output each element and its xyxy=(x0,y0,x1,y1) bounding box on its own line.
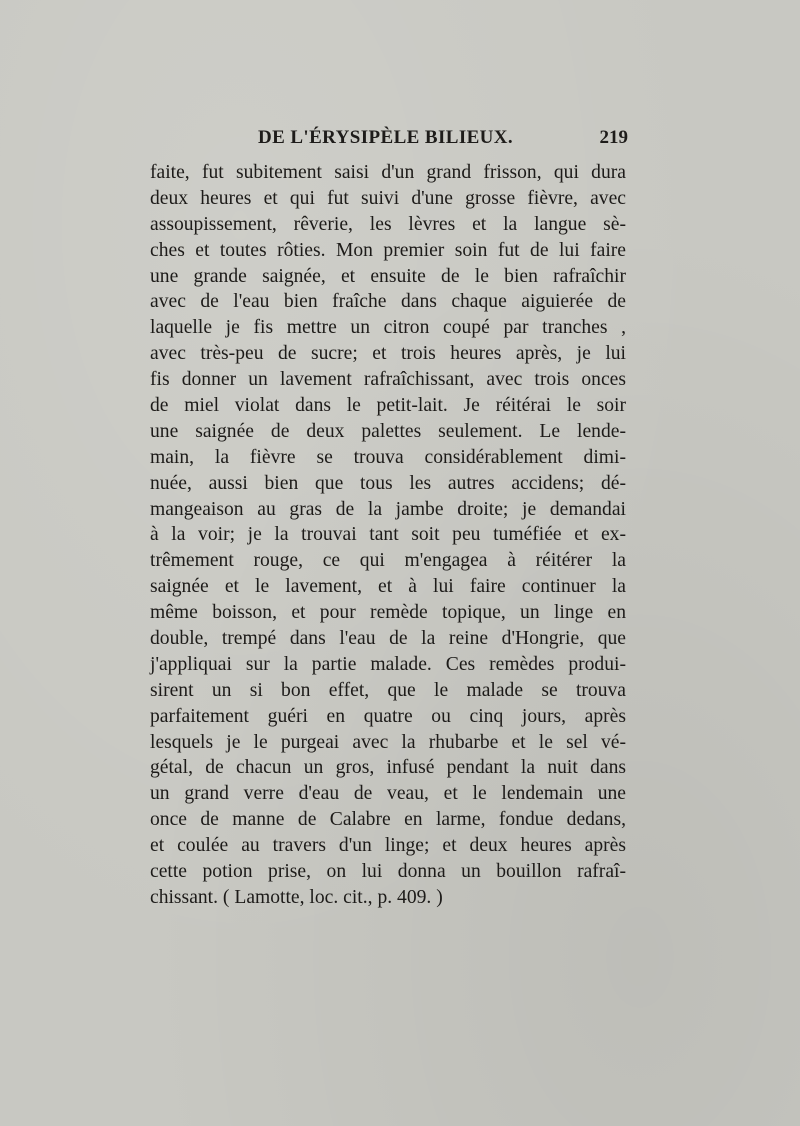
text-line: avec très-peu de sucre; et trois heures après, je lui xyxy=(150,343,626,365)
text-line: et coulée au travers d'un linge; et deux heures après xyxy=(150,835,626,857)
text-line: fis donner un lavement rafraîchissant, avec trois onces xyxy=(150,369,626,391)
text-line: j'appliquai sur la partie malade. Ces remèdes produi- xyxy=(150,653,626,675)
text-line: gétal, de chacun un gros, infusé pendant la nuit dans xyxy=(150,757,626,779)
text-line: lesquels je le purgeai avec la rhubarbe et le sel vé- xyxy=(150,731,626,753)
text-line: parfaitement guéri en quatre ou cinq jours, après xyxy=(150,705,626,727)
text-line: nuée, aussi bien que tous les autres accidens; dé- xyxy=(150,472,626,494)
text-line: à la voir; je la trouvai tant soit peu tuméfiée et ex- xyxy=(150,524,626,546)
text-line: faite, fut subitement saisi d'un grand frisson, qui dura xyxy=(150,162,626,183)
text-line: ches et toutes rôties. Mon premier soin fut de lui faire xyxy=(150,239,626,261)
running-title: DE L'ÉRYSIPÈLE BILIEUX. xyxy=(258,127,514,148)
text-line: main, la fièvre se trouva considérablement dimi- xyxy=(150,446,626,468)
text-line: double, trempé dans l'eau de la reine d'Hongrie, que xyxy=(150,628,626,650)
text-line: cette potion prise, on lui donna un bouillon rafraî- xyxy=(150,861,626,883)
text-line: trêmement rouge, ce qui m'engagea à réitérer la xyxy=(150,550,626,572)
text-line: avec de l'eau bien fraîche dans chaque aiguierée de xyxy=(150,291,626,313)
body-text xyxy=(150,160,626,911)
text-line: saignée et le lavement, et à lui faire continuer la xyxy=(150,576,626,598)
text-line: laquelle je fis mettre un citron coupé par tranches , xyxy=(150,317,626,339)
text-line: assoupissement, rêverie, les lèvres et la langue sè- xyxy=(150,213,626,235)
text-line: chissant. ( Lamotte, loc. cit., p. 409. ) xyxy=(150,886,443,908)
page-number: 219 xyxy=(599,127,628,148)
text-line: deux heures et qui fut suivi d'une grosse fièvre, avec xyxy=(150,187,626,209)
text-line: de miel violat dans le petit-lait. Je réitérai le soir xyxy=(150,395,626,417)
page-header xyxy=(150,127,628,157)
text-line: sirent un si bon effet, que le malade se trouva xyxy=(150,679,626,701)
text-line: même boisson, et pour remède topique, un linge en xyxy=(150,602,626,624)
text-line: une saignée de deux palettes seulement. Le lende- xyxy=(150,420,626,442)
text-line: mangeaison au gras de la jambe droite; je demandai xyxy=(150,498,626,520)
text-line: once de manne de Calabre en larme, fondue dedans, xyxy=(150,809,626,831)
text-line: un grand verre d'eau de veau, et le lendemain une xyxy=(150,783,626,805)
text-line: une grande saignée, et ensuite de le bien rafraîchir xyxy=(150,265,626,287)
